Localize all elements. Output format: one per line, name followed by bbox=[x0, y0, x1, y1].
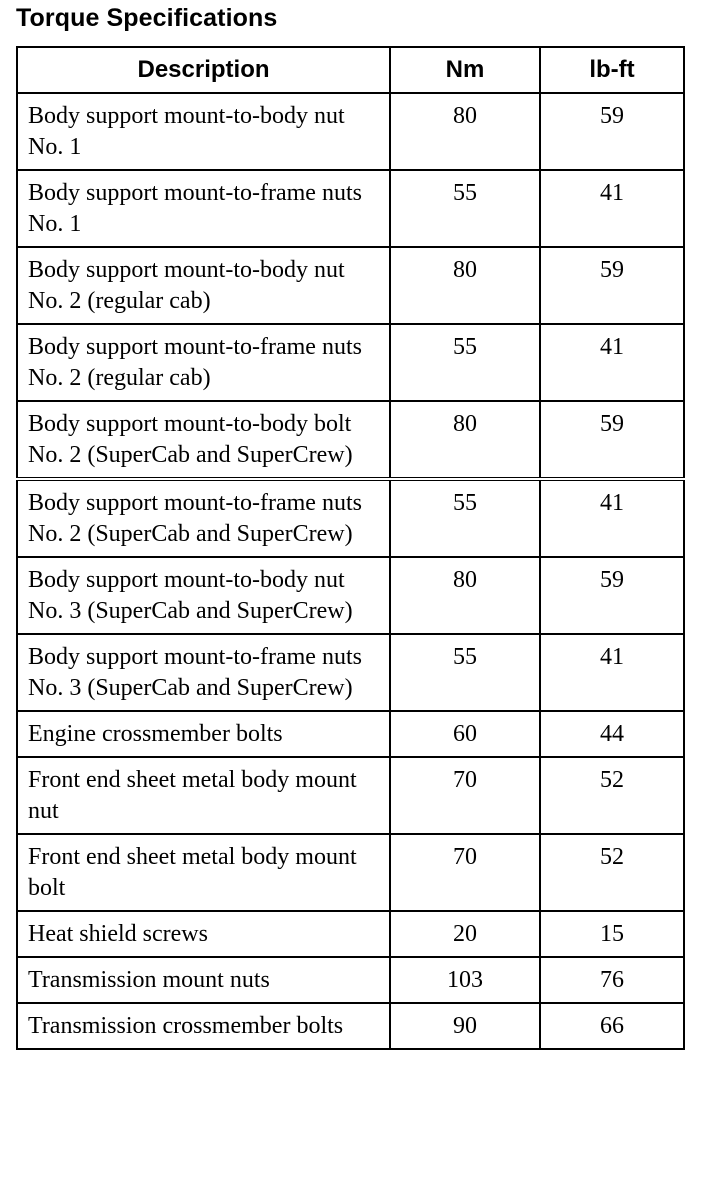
nm-cell: 103 bbox=[390, 957, 540, 1003]
lb-ft-cell: 44 bbox=[540, 711, 684, 757]
lb-ft-cell: 41 bbox=[540, 634, 684, 711]
table-row bbox=[17, 324, 684, 401]
description-cell: Transmission mount nuts bbox=[17, 957, 390, 1003]
lb-ft-cell: 52 bbox=[540, 834, 684, 911]
nm-cell: 55 bbox=[390, 170, 540, 247]
table-row bbox=[17, 634, 684, 711]
table-row bbox=[17, 401, 684, 479]
lb-ft-cell: 59 bbox=[540, 93, 684, 170]
nm-cell: 70 bbox=[390, 757, 540, 834]
nm-cell: 55 bbox=[390, 479, 540, 557]
lb-ft-cell: 59 bbox=[540, 401, 684, 479]
nm-cell: 90 bbox=[390, 1003, 540, 1049]
table-row bbox=[17, 93, 684, 170]
table-row bbox=[17, 557, 684, 634]
description-cell: Front end sheet metal body mount nut bbox=[17, 757, 390, 834]
description-cell: Body support mount-to-body nut No. 3 (SuperCab and SuperCrew) bbox=[17, 557, 390, 634]
lb-ft-cell: 76 bbox=[540, 957, 684, 1003]
nm-cell: 80 bbox=[390, 401, 540, 479]
table-row bbox=[17, 757, 684, 834]
nm-cell: 80 bbox=[390, 93, 540, 170]
lb-ft-cell: 59 bbox=[540, 247, 684, 324]
description-cell: Engine crossmember bolts bbox=[17, 711, 390, 757]
lb-ft-cell: 41 bbox=[540, 479, 684, 557]
lb-ft-cell: 52 bbox=[540, 757, 684, 834]
table-row bbox=[17, 479, 684, 557]
lb-ft-cell: 15 bbox=[540, 911, 684, 957]
nm-cell: 80 bbox=[390, 557, 540, 634]
table-row bbox=[17, 1003, 684, 1049]
nm-cell: 60 bbox=[390, 711, 540, 757]
description-cell: Body support mount-to-frame nuts No. 3 (SuperCab and SuperCrew) bbox=[17, 634, 390, 711]
lb-ft-cell: 59 bbox=[540, 557, 684, 634]
description-cell: Body support mount-to-frame nuts No. 2 (regular cab) bbox=[17, 324, 390, 401]
table-header-row bbox=[17, 47, 684, 93]
nm-cell: 70 bbox=[390, 834, 540, 911]
column-header-nm: Nm bbox=[390, 47, 540, 93]
description-cell: Body support mount-to-body nut No. 2 (regular cab) bbox=[17, 247, 390, 324]
nm-cell: 80 bbox=[390, 247, 540, 324]
nm-cell: 20 bbox=[390, 911, 540, 957]
description-cell: Heat shield screws bbox=[17, 911, 390, 957]
description-cell: Body support mount-to-body bolt No. 2 (SuperCab and SuperCrew) bbox=[17, 401, 390, 479]
description-cell: Front end sheet metal body mount bolt bbox=[17, 834, 390, 911]
lb-ft-cell: 41 bbox=[540, 170, 684, 247]
nm-cell: 55 bbox=[390, 324, 540, 401]
description-cell: Body support mount-to-frame nuts No. 2 (SuperCab and SuperCrew) bbox=[17, 479, 390, 557]
description-cell: Transmission crossmember bolts bbox=[17, 1003, 390, 1049]
table-row bbox=[17, 247, 684, 324]
nm-cell: 55 bbox=[390, 634, 540, 711]
lb-ft-cell: 41 bbox=[540, 324, 684, 401]
page-title: Torque Specifications bbox=[16, 4, 278, 32]
table-row bbox=[17, 834, 684, 911]
table-row bbox=[17, 170, 684, 247]
column-header-lb-ft: lb-ft bbox=[540, 47, 684, 93]
torque-spec-table bbox=[16, 46, 685, 1050]
table-row bbox=[17, 957, 684, 1003]
column-header-description: Description bbox=[17, 47, 390, 93]
table-row bbox=[17, 711, 684, 757]
lb-ft-cell: 66 bbox=[540, 1003, 684, 1049]
table-row bbox=[17, 911, 684, 957]
description-cell: Body support mount-to-frame nuts No. 1 bbox=[17, 170, 390, 247]
description-cell: Body support mount-to-body nut No. 1 bbox=[17, 93, 390, 170]
